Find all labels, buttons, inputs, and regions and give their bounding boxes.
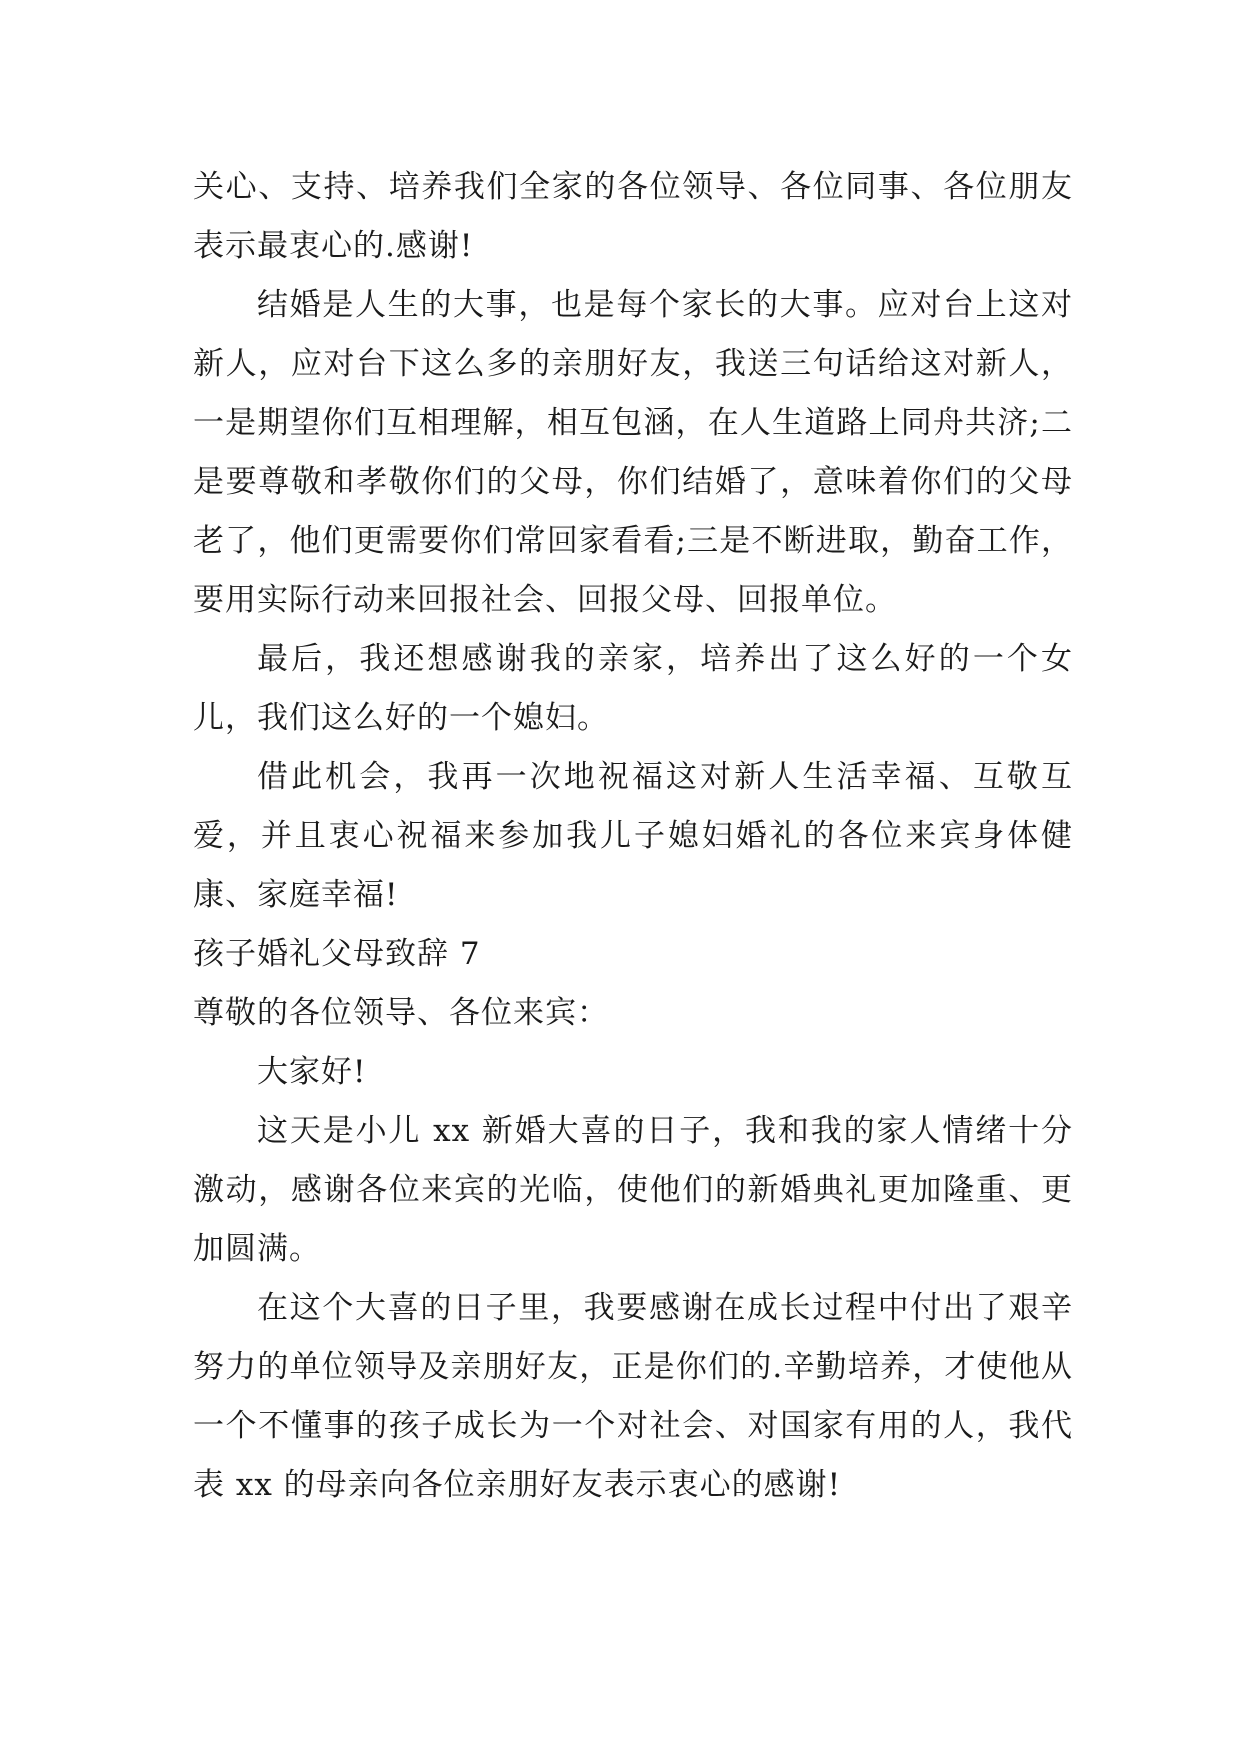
paragraph: 最后，我还想感谢我的亲家，培养出了这么好的一个女儿，我们这么好的一个媳妇。	[193, 641, 1073, 736]
document-body	[193, 158, 1073, 1515]
section-title: 孩子婚礼父母致辞 7	[193, 936, 481, 972]
paragraph: 结婚是人生的大事，也是每个家长的大事。应对台上这对新人，应对台下这么多的亲朋好友，我送三句话给这对新人，一是期望你们互相理解，相互包涵，在人生道路上同舟共济;二是要尊敬和孝敬你们的父母，你们结婚了，意味着你们的父母老了，他们更需要你们常回家看看;三是不断进取，勤奋工作，要用实际行动来回报社会、回报父母、回报单位。	[193, 287, 1073, 618]
salutation: 尊敬的各位领导、各位来宾：	[193, 995, 609, 1031]
paragraph: 这天是小儿 xx 新婚大喜的日子，我和我的家人情绪十分激动，感谢各位来宾的光临，使他们的新婚典礼更加隆重、更加圆满。	[193, 1113, 1073, 1267]
paragraph: 关心、支持、培养我们全家的各位领导、各位同事、各位朋友表示最衷心的.感谢!	[193, 169, 1073, 264]
paragraph: 在这个大喜的日子里，我要感谢在成长过程中付出了艰辛努力的单位领导及亲朋好友，正是你们的.辛勤培养，才使他从一个不懂事的孩子成长为一个对社会、对国家有用的人，我代表 xx 的母亲向各位亲朋好友表示衷心的感谢!	[193, 1290, 1073, 1503]
paragraph: 借此机会，我再一次地祝福这对新人生活幸福、互敬互爱，并且衷心祝福来参加我儿子媳妇婚礼的各位来宾身体健康、家庭幸福!	[193, 759, 1073, 913]
greeting: 大家好!	[257, 1054, 367, 1090]
